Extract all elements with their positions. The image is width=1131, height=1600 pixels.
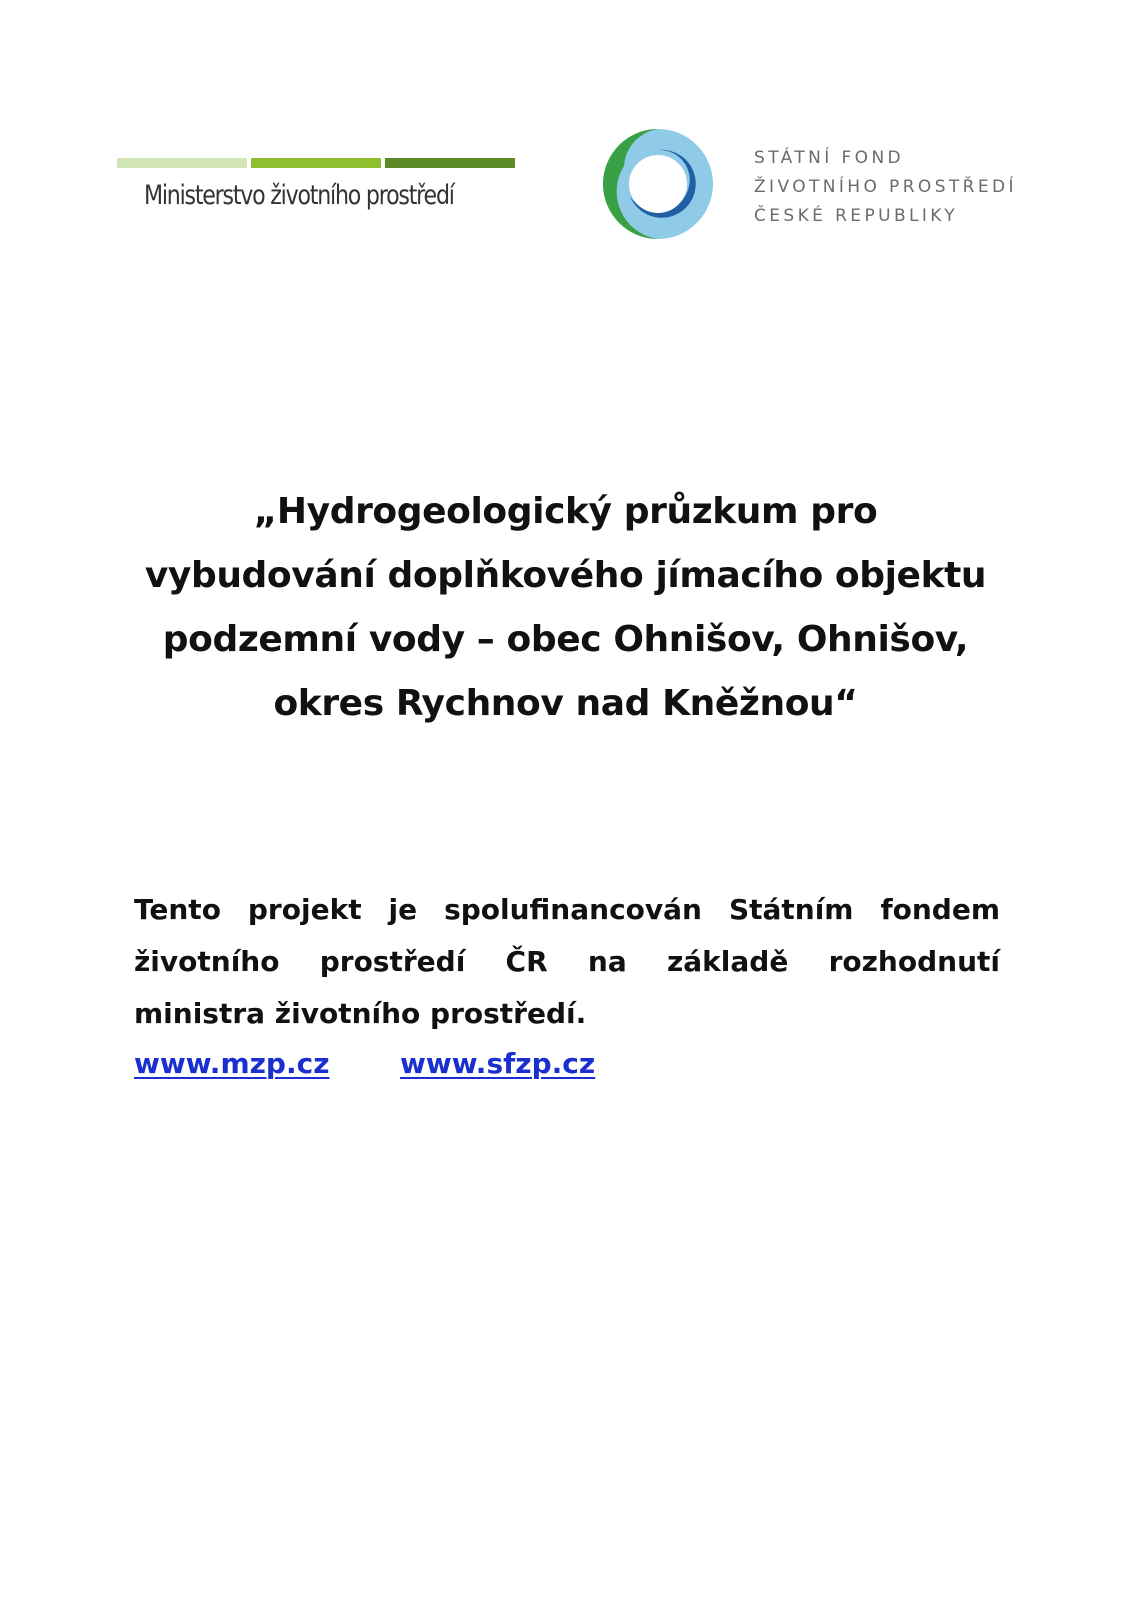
funding-line-2 (134, 936, 1000, 988)
sfzp-logo (600, 126, 1030, 246)
funding-word: Tento (134, 893, 221, 926)
funding-word: na (587, 945, 627, 978)
mzp-logo (117, 158, 517, 228)
mzp-logo-bar-medium (251, 158, 381, 168)
sfzp-logo-line-3: ČESKÉ REPUBLIKY (754, 206, 959, 226)
title-line-4: okres Rychnov nad Kněžnou“ (273, 683, 858, 724)
title-line-2: vybudování doplňkového jímacího objektu (144, 555, 987, 596)
document-title (120, 480, 1011, 736)
funding-word: rozhodnutí (828, 945, 1000, 978)
sfzp-logo-line-2: ŽIVOTNÍHO PROSTŘEDÍ (754, 177, 1017, 197)
funding-word: je (388, 893, 418, 926)
sfzp-logo-text (754, 144, 1017, 231)
sfzp-website-link[interactable]: www.sfzp.cz (400, 1047, 596, 1080)
funding-word: spolufinancován (444, 893, 702, 926)
funding-word: základě (666, 945, 789, 978)
funding-word: ČR (505, 945, 548, 978)
sfzp-circle-mark-icon (600, 126, 716, 242)
funding-word: fondem (880, 893, 1000, 926)
funding-word: prostředí (319, 945, 466, 978)
funding-word: projekt (247, 893, 362, 926)
funding-line-1 (134, 884, 1000, 936)
funding-statement (134, 884, 1000, 1040)
funding-line-3: ministra životního prostředí. (134, 997, 587, 1030)
sfzp-logo-line-1: STÁTNÍ FOND (754, 148, 905, 168)
mzp-website-link[interactable]: www.mzp.cz (134, 1047, 330, 1080)
mzp-logo-bars (117, 158, 517, 168)
funding-word: Státním (728, 893, 854, 926)
title-line-1: „Hydrogeologický průzkum pro (253, 491, 878, 532)
mzp-logo-bar-dark (385, 158, 515, 168)
mzp-logo-bar-light (117, 158, 247, 168)
funding-word: životního (134, 945, 280, 978)
mzp-logo-text: Ministerstvo životního prostředí (144, 180, 454, 211)
title-line-3: podzemní vody – obec Ohnišov, Ohnišov, (162, 619, 969, 660)
